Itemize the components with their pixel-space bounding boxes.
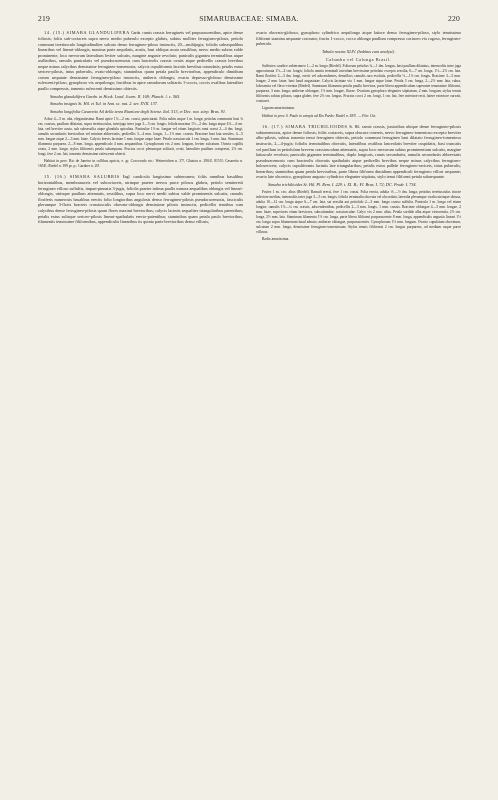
page-number-left: 219 [38,14,50,23]
species-16-author: St. Hil. [349,124,361,129]
species-14-synonym-3: Simaba longifolia Casaretto Atl della terza Riunione degli Scienz. Ital. 513, et Dec. nov. stirp. Bras. 91. [50,109,227,115]
vernacular-name: Calumba vel Calunga Brasil. [325,56,392,62]
species-14-text: ramis crassis ferrugineis vel purpurascentibus, apice dense foliosis; foliis sub-coriaceis supra nervo medio puberulo excepto glabris, subtus molliter ferrugineo-pilosis, petiolo communi teretiusculo longitudinaliter sulcato denso ferrugineo-piloso instructis, 20—multijugis; foliolis subsequalibus linearibus vel lineari-oblongis, maxima parte aequilatis, acutis, basi obliqua acuta sessilibus, nervo medio subtus valde prominente, loco nervorum lateralium leviter sulcatis, margine anguste revoluto; paniculis gigantea terminalibus atque axillaribus, ramulis paniculatis vel pseudoracemosis cum bracteolis crassis ovatis atque pedicellis crassis brevibus neque minus calycibus densissime ferrugineo-tomentosis; calycis cupuliformis laciniis brevibus rotundatis; petalis extus sericeo-pilosis, intus puberulis, ovato-oblongis; staminibus quam petala paullo brevioribus, appendiculo dimidium corum aequante densissime ferrugineo-piloso instructis, antheris oblongis; ovario depresso-globoso densissime rufescenti-piloso, gynophoro vix aequilongo; fructibus in apice ramulorum solitariis 1-coccis, coccis ovalibus lateraliter paullo compressis, tomento rufescenti densissimo obtectis. [38,30,243,91]
species-14-heading: 14. (15.) SIMABA GLANDULIFERA [44,30,130,35]
species-16-heading: 16. (17.) SIMABA TRICHILIOIDES [262,123,348,129]
species-14-synonym-2: Simaba insignis St. Hil. et Tul. in Ann. sc. nat. 2. ser. XVII. 137. [50,101,158,107]
running-title: SIMARUBACEAE: SIMABA. [199,14,299,23]
left-column [38,30,243,785]
species-16-radix: Radix amarissima. [262,236,290,241]
species-14-diagnosis [38,30,243,91]
species-15-description: Suffrutex caudice subterraneo 1—2 m. longo (Riedel). Foliorum petiolus ¾—1 dm. longus, basi paullum dilatatus, internodiis inter juga approximata 1½—2 cm. longis; foliola omnia terminali interdum brevissime petiolato excepto sessilia, 6—7 cm. longa, 1½—2½ cm. lata. Rami floriferi 2—3 dm. longi, erecti vel adscendentes, densiflori, ramulis raro evolutis, pedicellis ½—1½ cm. longis. Bracteae 3—5 mm. longae, 2 mm. latae, basi haud angustatae. Calycis laciniae vix 1 mm. longae atque latae. Petala 3 cm. longa, 2—2½ mm. lata, rubra, lobosentia vel flavo-virentia (Riedel). Staminum filamenta petalis paullo breviora, parte libera appendiculum superante tenuissime filiformi, purpurea, 3 mm. longa; antherae oblongae, 1½ mm. longae, flavae. Ovarium gynophoro eleganter stipitatum, 2 mm. longum; stylus tenuis filiformis subtus pilosus, supra glaber, fere 2½ cm. longus. Fructus cocci 2 cm. longi, 1 cm. lati, fere interiore recti, latere exteriore curvati, crustacei. [256,64,461,104]
page-header [38,14,460,26]
species-14-description: Arbor 4—5 m. alta, elegantissima. Rami apice 1½—2 cm. crassi, punicturati. Folia subin usque 1 m. longa; petiolus communis basi ¾ cm. crassus, paullum dilatatus, supra teretiusculus, interjugo inter juga 3—5 cm. longis; foliola maxima 1½—2 dm. longa atque 4½—4 cm. lata, sed breviter acuta, sub subsessilia atque glandula apiculata. Paniculae 1½ m. longae vel etiam longioris rami crassi 2—4 dm. longi, ramulis secundariis brevioribus vel minime abbreviatis, pedicellis 3—4 mm. longis, 1—1½ mm. crassis. Bracteae basi lata sessiles, 4—5 mm. longae atque 2—3 mm. latae. Calycis brevis laciniae 1 mm. longae atque latae. Petala crassiuscula 1 cm. longa, 3 mm. lata. Staminum filamenta purpurea, 2—8 mm. longa, appendiculo 4 mm. aequantibus. Gynophorum vix 2 mm. longum, leviter sulcatum. Ovario capillis ovata, 2 mm. longa; stylus filiformis petala subaequans. Fructus cocci plerumque solitarii, ovati, lateraliter paullum compressi, 2½ cm. longi, fere 2 cm. lati, tomento densissimo rufescente obtecti. [38,116,243,156]
right-column [256,30,461,785]
species-16-synonym: Simaba trichilioides St. Hil. Pl. Rem. I. 229. t. XI. B.; Fl. Bras. I. 72; DC. Prodr. I. 734. [268,181,417,187]
species-16-text: ramis crassis, junioribus ubique dense ferrugineo-pilosis subtomentosis, apice dense foliosis; foliis coriaceis, supra obscure cinereis, nervo ferrugineo-tomentoso excepto breviter albo-pilosis, subtus tomento tenui ferrugineo obtectis, petiolo communi ferrugineo basi dilatato ferrugineo-tomentoso instructis, 2—4-jugis; foliolis terminalibus obovatis, lateralibus ovalibus lanceolatis breviter cuspidatis, basi truncatis vel paullum in petiolulum brevem crassiusculum attenuatis, supra loco nervorum subtus prominentium sulcatis, margine latiuscule revoluto; paniculis gigantea terminalibus, duplo longioris, ramis secundariis, ramulis secundariis abbreviatis pseudoracemosis cum bracteolis obovatis spathulatis atque pedicellis brevibus neque minus calycibus ferrugineo-holosericeis; calycis cupuliformis laciniis late triangularibus; petalis extus pallide ferrugineo-sericeis, intus puberulis, linearibus; staminibus quam petala brevioribus, parte libera filiformi dimidium appendiculi ferrugineo villosi aequante; ovario late obconico, gynophoro angusto cylindrico eleganter stipitato, stylo tenui filiformi petala subaequante. [256,123,461,180]
species-16-diagnosis [256,124,461,180]
species-15-diagnosis [38,174,243,224]
species-16-description: Frutex 1 m. circ. altus (Riedel). Ramuli erecti, fere 1 cm. crassi. Folia erecta, adulta ⅙—½ dm. longa; petiolus teretiusculus tricote inferiore medius, internodiis inter juga 3—5 cm. longis; foliola terminalia obovata vel obcordata, lateralia plerumque ovalia utrinque obtusa, adulta 10—12 cm. longa atque 6—7 cm. lata, sat sessilia aut petiolulo 2—3 mm. longo crasso suffulta. Panicula 1 m. longa vel etiam longior, ramulis 1½—¼ cm. crassis, adscendentibus, pedicellis 2—3 mm. longis, 1 mm. crassis. Bracteae oblongae 4—5 mm. longae, 2 mm. latae, superiores etiam breviores, subcuttundae, crassiusculae. Calyx vix 2 mm. altus. Petala sordide alba atque virescentia, 2½ cm. longa, 2½ mm. lata. Staminum filamenta 1½ cm. longa, parte libera filiformi purpurascente 8 mm. longa, appendiculis angustis lineari 1½ cm. longo supra filamentum haud adnato; antherae oblongae, purpurascentes. Gynophorum 1½ mm. longum. Ovario cupulatum obovatum, sulcatum 2 mm. longa, densissime ferrugineo-tomentosum. Stylus tenuis filiformis 2 cm. longus purpureus, ad medium usque parce villosus. [256,189,461,234]
species-14-synonym-1: Simaba glandulifera Gardn. in Hook. Lond. Journ. II. 169; Planch. l. c. 565. [50,93,181,99]
species-15-text: caudiculo longissimo subterraneo; foliis omnibus basalibus horizontalibus, membranaceis vel subcoriaceis, utrinque praeter nervos parce pilosos glabris, petiolo semiteretti ferrugineo villoso suffultis, impari-pinnatis 3-jugis, foliolis praeter infima paullo minora aequalibus oblongis vel lineari-oblongis, utrinque paullum attenuatis, sessilibus, supra loco nervi medii subtus valde prominentis sulcatis; ramulis floriferis numerosis basalibus erectis folio longioribus angulosis denso ferrugineo-pilosis pseudoracemosis, fasciculis plerumque 3-floris bracteis crassiusculis obovato-oblongis densissime pilosis instructis, pedicellis tenuibus cum calycibus dense ferrugineo-pilosis quam flores maximi brevioribus; calycis laciniis sequaliter triangularibus patentibus; petalis extus sulisque sericeo-pilosis lineari-spathulatis erecto-patentibus; staminibus quam petala paulo brevioribus, filamentis tenuissime filiformibus, appendiculis linearibus iis quinta parte brevioribus denso villosis; [38,174,243,225]
species-15-habitat: Habitat in prov. S. Paulo in campis ad Rio Pardo: Riedel n. 583!. — Flor. Oct. [262,113,377,118]
plate-reference: Tabula nostra XLIV. (habitus cum analysi). [321,48,396,54]
species-15-lignum: Lignum amarissimum. [262,106,295,111]
species-15-continuation: ovario obovato-globoso, gynophoro cylindrico aequilongo atque latiore denso ferrugineo-piloso, stylo tenuissimo filiformi stamina aequante coronato; fructu 1-cocco, cocco oblongo paullum compresso coriaceo vix rugoso, ferrugineo-puberulo. [256,30,461,47]
species-14-author: Gardn. [131,31,142,35]
species-15-heading: 15. (16.) SIMABA SALUBRIS [44,174,120,180]
species-14-habitat: Habitat in prov. Rio de Janeiro in collibus apricis, e. gr. Corcovado etc.: Weinerichen n. 37!, Glaziou n. 2904!, 8153!; Casaretto n. 1654!; Riedel n. 399 pr. p.; Gardner n. 20!. [38,159,243,169]
page-number-right: 220 [448,14,460,23]
species-15-author: Engl. [122,175,131,180]
